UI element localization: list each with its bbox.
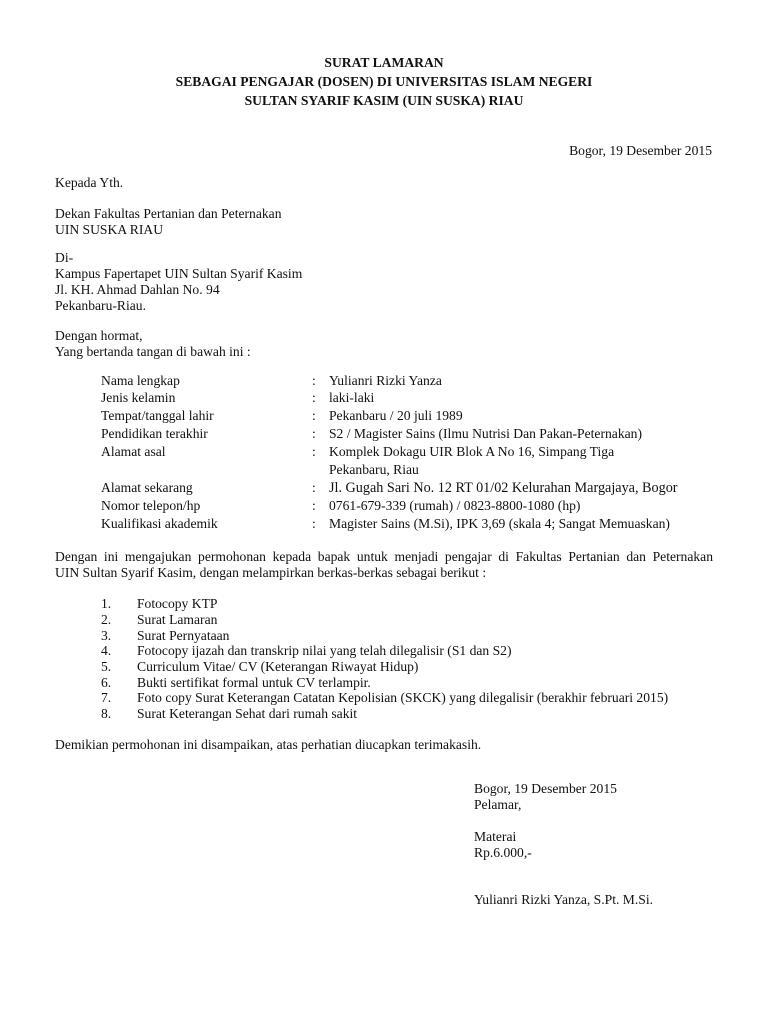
recipient-address <box>55 250 302 314</box>
list-item-number: 1. <box>101 596 112 611</box>
closing-sentence: Demikian permohonan ini disampaikan, atas perhatian diucapkan terimakasih. <box>55 737 482 752</box>
letter-title <box>0 53 768 110</box>
identity-colon: : <box>312 498 316 513</box>
body-paragraph <box>55 549 713 581</box>
list-item-number: 6. <box>101 675 112 690</box>
identity-value-continued: Pekanbaru, Riau <box>329 462 419 477</box>
identity-colon: : <box>312 373 316 388</box>
letter-date: Bogor, 19 Desember 2015 <box>569 143 712 158</box>
recipient-name-line-1: Dekan Fakultas Pertanian dan Peternakan <box>55 206 282 221</box>
title-line-3: SULTAN SYARIF KASIM (UIN SUSKA) RIAU <box>244 93 524 108</box>
attachment-list <box>101 596 721 726</box>
title-line-1: SURAT LAMARAN <box>324 55 444 70</box>
recipient-di: Di- <box>55 250 74 265</box>
signatory-name: Yulianri Rizki Yanza, S.Pt. M.Si. <box>474 892 654 907</box>
signature-block <box>474 781 617 813</box>
identity-colon: : <box>312 480 316 495</box>
recipient-name <box>55 206 282 238</box>
identity-colon: : <box>312 426 316 441</box>
identity-value: laki-laki <box>329 390 375 405</box>
opening <box>55 328 251 360</box>
identity-label: Alamat sekarang <box>101 480 193 495</box>
body-paragraph-line-1: Dengan ini mengajukan permohonan kepada bapak untuk menjadi pengajar di Fakultas Pertanian dan Peternakan <box>55 549 713 564</box>
list-item-text: Fotocopy KTP <box>137 596 218 611</box>
identity-value: Magister Sains (M.Si), IPK 3,69 (skala 4; Sangat Memuaskan) <box>329 516 670 531</box>
signature-role: Pelamar, <box>474 797 522 812</box>
identity-colon: : <box>312 390 316 405</box>
identity-label: Nama lengkap <box>101 373 180 388</box>
list-item-number: 8. <box>101 706 112 721</box>
recipient-address-line-1: Kampus Fapertapet UIN Sultan Syarif Kasim <box>55 266 303 281</box>
identity-label: Alamat asal <box>101 444 166 459</box>
identity-table <box>101 373 721 533</box>
list-item-text: Surat Keterangan Sehat dari rumah sakit <box>137 706 358 721</box>
identity-value: S2 / Magister Sains (Ilmu Nutrisi Dan Pakan-Peternakan) <box>329 426 642 441</box>
identity-label: Nomor telepon/hp <box>101 498 201 513</box>
list-item-number: 7. <box>101 690 112 705</box>
signature-place-date: Bogor, 19 Desember 2015 <box>474 781 617 796</box>
identity-colon: : <box>312 444 316 459</box>
identity-value: Jl. Gugah Sari No. 12 RT 01/02 Kelurahan Margajaya, Bogor <box>329 480 678 496</box>
list-item-text: Fotocopy ijazah dan transkrip nilai yang telah dilegalisir (S1 dan S2) <box>137 643 512 658</box>
title-line-2: SEBAGAI PENGAJAR (DOSEN) DI UNIVERSITAS ISLAM NEGERI <box>175 74 593 89</box>
recipient-greeting: Kepada Yth. <box>55 175 124 190</box>
intro-line: Yang bertanda tangan di bawah ini : <box>55 344 251 359</box>
list-item-number: 2. <box>101 612 112 627</box>
body-paragraph-line-2: UIN Sultan Syarif Kasim, dengan melampirkan berkas-berkas sebagai berikut : <box>55 565 487 580</box>
salutation: Dengan hormat, <box>55 328 143 343</box>
identity-label: Tempat/tanggal lahir <box>101 408 214 423</box>
identity-label: Pendidikan terakhir <box>101 426 208 441</box>
identity-value: 0761-679-339 (rumah) / 0823-8800-1080 (hp) <box>329 498 581 513</box>
identity-label: Jenis kelamin <box>101 390 176 405</box>
stamp-duty-amount: Rp.6.000,- <box>474 845 532 860</box>
identity-value: Pekanbaru / 20 juli 1989 <box>329 408 463 423</box>
recipient-address-line-2: Jl. KH. Ahmad Dahlan No. 94 <box>55 282 220 297</box>
identity-value: Yulianri Rizki Yanza <box>329 373 442 388</box>
recipient-name-line-2: UIN SUSKA RIAU <box>55 222 164 237</box>
recipient-address-line-3: Pekanbaru-Riau. <box>55 298 146 313</box>
stamp-duty-label: Materai <box>474 829 517 844</box>
list-item-text: Surat Pernyataan <box>137 628 230 643</box>
list-item-text: Bukti sertifikat formal untuk CV terlampir. <box>137 675 371 690</box>
list-item-text: Foto copy Surat Keterangan Catatan Kepolisian (SKCK) yang dilegalisir (berakhir februari 2015) <box>137 690 669 705</box>
identity-label: Kualifikasi akademik <box>101 516 218 531</box>
list-item-text: Curriculum Vitae/ CV (Keterangan Riwayat Hidup) <box>137 659 419 674</box>
list-item-text: Surat Lamaran <box>137 612 218 627</box>
list-item-number: 5. <box>101 659 112 674</box>
identity-value: Komplek Dokagu UIR Blok A No 16, Simpang Tiga <box>329 444 615 459</box>
identity-colon: : <box>312 516 316 531</box>
list-item-number: 4. <box>101 643 112 658</box>
stamp-duty <box>474 829 532 861</box>
identity-colon: : <box>312 408 316 423</box>
list-item-number: 3. <box>101 628 112 643</box>
